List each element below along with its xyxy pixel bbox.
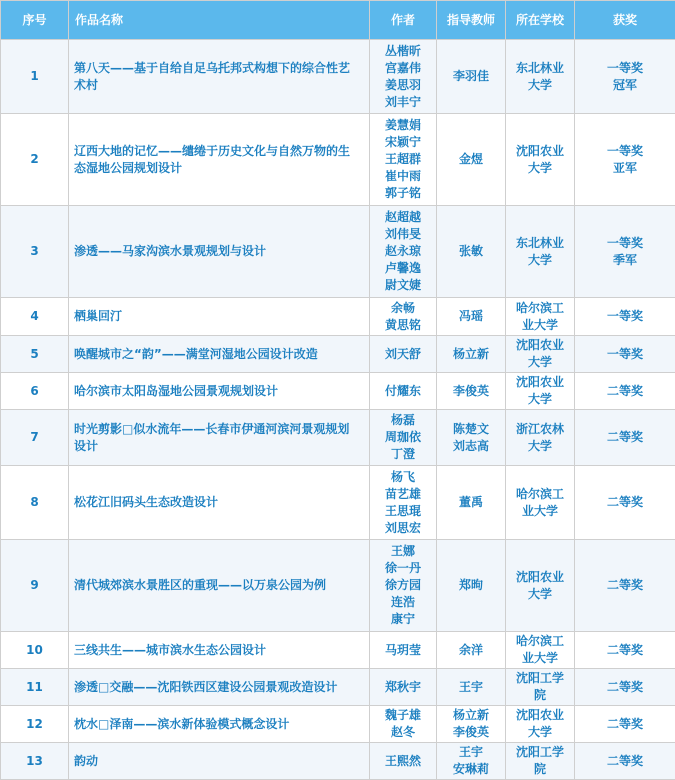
table-row	[1, 410, 675, 466]
table-row	[1, 114, 675, 206]
award-cell	[575, 669, 675, 706]
advisor-name: 杨立新	[441, 707, 501, 724]
work-title: 韵动	[69, 743, 370, 780]
table-row	[1, 373, 675, 410]
work-title: 渗透□交融——沈阳铁西区建设公园景观改造设计	[69, 669, 370, 706]
award-cell	[575, 540, 675, 632]
header-no: 序号	[1, 1, 69, 40]
school-cell	[506, 40, 575, 114]
school-cell	[506, 336, 575, 373]
award-line: 冠军	[579, 77, 671, 94]
award-line: 二等奖	[579, 716, 671, 733]
table-row	[1, 336, 675, 373]
table-row	[1, 40, 675, 114]
row-number: 7	[1, 410, 69, 466]
award-line: 二等奖	[579, 383, 671, 400]
author-name: 余畅	[374, 300, 432, 317]
authors-cell	[370, 114, 437, 206]
award-line: 一等奖	[579, 346, 671, 363]
advisor-name: 李俊英	[441, 724, 501, 741]
award-line: 一等奖	[579, 235, 671, 252]
header-author: 作者	[370, 1, 437, 40]
award-cell	[575, 298, 675, 336]
award-cell	[575, 40, 675, 114]
row-number: 6	[1, 373, 69, 410]
advisors-cell	[437, 298, 506, 336]
school-line: 沈阳农业	[510, 707, 570, 724]
award-line: 一等奖	[579, 60, 671, 77]
authors-cell	[370, 298, 437, 336]
advisors-cell	[437, 743, 506, 780]
advisor-name: 安琳莉	[441, 761, 501, 778]
award-line: 二等奖	[579, 577, 671, 594]
author-name: 康宁	[374, 611, 432, 628]
row-number: 9	[1, 540, 69, 632]
author-name: 周珈依	[374, 429, 432, 446]
award-line: 二等奖	[579, 642, 671, 659]
award-cell	[575, 706, 675, 743]
award-line: 亚军	[579, 160, 671, 177]
row-number: 3	[1, 206, 69, 298]
author-name: 赵永琼	[374, 243, 432, 260]
work-title: 渗透——马家沟滨水景观规划与设计	[69, 206, 370, 298]
school-cell	[506, 410, 575, 466]
advisors-cell	[437, 336, 506, 373]
work-title: 第八天——基于自给自足乌托邦式构想下的综合性艺术村	[69, 40, 370, 114]
author-name: 王娜	[374, 543, 432, 560]
table-row	[1, 540, 675, 632]
school-cell	[506, 669, 575, 706]
school-line: 大学	[510, 354, 570, 371]
row-number: 2	[1, 114, 69, 206]
advisor-name: 李羽佳	[441, 68, 501, 85]
authors-cell	[370, 669, 437, 706]
school-line: 大学	[510, 391, 570, 408]
school-cell	[506, 540, 575, 632]
advisor-name: 李俊英	[441, 383, 501, 400]
school-line: 沈阳农业	[510, 569, 570, 586]
award-cell	[575, 466, 675, 540]
authors-cell	[370, 336, 437, 373]
author-name: 王熙然	[374, 753, 432, 770]
school-line: 大学	[510, 724, 570, 741]
author-name: 赵冬	[374, 724, 432, 741]
header-advisor: 指导教师	[437, 1, 506, 40]
school-line: 哈尔滨工	[510, 633, 570, 650]
school-cell	[506, 114, 575, 206]
authors-cell	[370, 632, 437, 669]
school-cell	[506, 743, 575, 780]
school-line: 东北林业	[510, 60, 570, 77]
award-cell	[575, 410, 675, 466]
school-cell	[506, 373, 575, 410]
author-name: 宫嘉伟	[374, 60, 432, 77]
school-line: 哈尔滨工	[510, 300, 570, 317]
authors-cell	[370, 706, 437, 743]
award-line: 一等奖	[579, 143, 671, 160]
work-title: 清代城郊滨水景胜区的重现——以万泉公园为例	[69, 540, 370, 632]
award-line: 二等奖	[579, 429, 671, 446]
advisors-cell	[437, 410, 506, 466]
table-row	[1, 632, 675, 669]
advisors-cell	[437, 466, 506, 540]
advisor-name: 金煜	[441, 151, 501, 168]
author-name: 苗艺雄	[374, 486, 432, 503]
advisors-cell	[437, 632, 506, 669]
school-line: 东北林业	[510, 235, 570, 252]
author-name: 杨飞	[374, 469, 432, 486]
row-number: 11	[1, 669, 69, 706]
award-cell	[575, 632, 675, 669]
author-name: 徐一丹	[374, 560, 432, 577]
author-name: 刘思宏	[374, 520, 432, 537]
authors-cell	[370, 466, 437, 540]
award-cell	[575, 336, 675, 373]
authors-cell	[370, 743, 437, 780]
author-name: 郭子铭	[374, 185, 432, 202]
school-line: 大学	[510, 252, 570, 269]
advisors-cell	[437, 669, 506, 706]
table-row	[1, 669, 675, 706]
author-name: 刘天舒	[374, 346, 432, 363]
table-row	[1, 743, 675, 780]
advisor-name: 刘志高	[441, 438, 501, 455]
row-number: 10	[1, 632, 69, 669]
author-name: 刘伟旻	[374, 226, 432, 243]
school-line: 大学	[510, 160, 570, 177]
author-name: 连浩	[374, 594, 432, 611]
school-line: 业大学	[510, 317, 570, 334]
author-name: 马玥莹	[374, 642, 432, 659]
advisor-name: 陈楚文	[441, 421, 501, 438]
school-line: 沈阳农业	[510, 337, 570, 354]
school-line: 哈尔滨工	[510, 486, 570, 503]
authors-cell	[370, 410, 437, 466]
advisors-cell	[437, 540, 506, 632]
author-name: 徐方园	[374, 577, 432, 594]
author-name: 付耀东	[374, 383, 432, 400]
author-name: 崔中雨	[374, 168, 432, 185]
advisor-name: 冯瑶	[441, 308, 501, 325]
school-line: 沈阳农业	[510, 374, 570, 391]
school-cell	[506, 298, 575, 336]
table-row	[1, 206, 675, 298]
advisor-name: 张敏	[441, 243, 501, 260]
work-title: 辽西大地的记忆——缱绻于历史文化与自然万物的生态湿地公园规划设计	[69, 114, 370, 206]
school-cell	[506, 206, 575, 298]
work-title: 三线共生——城市滨水生态公园设计	[69, 632, 370, 669]
row-number: 4	[1, 298, 69, 336]
author-name: 杨磊	[374, 412, 432, 429]
work-title: 哈尔滨市太阳岛湿地公园景观规划设计	[69, 373, 370, 410]
school-line: 浙江农林	[510, 421, 570, 438]
award-cell	[575, 206, 675, 298]
row-number: 5	[1, 336, 69, 373]
school-line: 业大学	[510, 503, 570, 520]
author-name: 赵超越	[374, 209, 432, 226]
school-line: 院	[510, 761, 570, 778]
advisor-name: 董禹	[441, 494, 501, 511]
award-line: 一等奖	[579, 308, 671, 325]
row-number: 8	[1, 466, 69, 540]
header-award: 获奖	[575, 1, 675, 40]
award-line: 二等奖	[579, 679, 671, 696]
advisors-cell	[437, 40, 506, 114]
school-line: 沈阳工学	[510, 744, 570, 761]
advisor-name: 杨立新	[441, 346, 501, 363]
authors-cell	[370, 540, 437, 632]
row-number: 12	[1, 706, 69, 743]
award-cell	[575, 114, 675, 206]
authors-cell	[370, 206, 437, 298]
award-cell	[575, 373, 675, 410]
advisors-cell	[437, 706, 506, 743]
school-line: 沈阳工学	[510, 670, 570, 687]
school-cell	[506, 466, 575, 540]
school-line: 院	[510, 687, 570, 704]
table-row	[1, 466, 675, 540]
school-line: 业大学	[510, 650, 570, 667]
header-title: 作品名称	[69, 1, 370, 40]
header-school: 所在学校	[506, 1, 575, 40]
row-number: 13	[1, 743, 69, 780]
work-title: 栖巢回汀	[69, 298, 370, 336]
award-line: 季军	[579, 252, 671, 269]
author-name: 丁澄	[374, 446, 432, 463]
work-title: 松花江旧码头生态改造设计	[69, 466, 370, 540]
author-name: 魏子雄	[374, 707, 432, 724]
author-name: 郑秋宇	[374, 679, 432, 696]
author-name: 尉文婕	[374, 277, 432, 294]
advisors-cell	[437, 114, 506, 206]
school-line: 大学	[510, 586, 570, 603]
table-row	[1, 298, 675, 336]
award-line: 二等奖	[579, 753, 671, 770]
award-cell	[575, 743, 675, 780]
advisor-name: 王宇	[441, 679, 501, 696]
school-line: 大学	[510, 77, 570, 94]
award-line: 二等奖	[579, 494, 671, 511]
advisors-cell	[437, 206, 506, 298]
work-title: 唤醒城市之“韵”——满堂河湿地公园设计改造	[69, 336, 370, 373]
school-line: 沈阳农业	[510, 143, 570, 160]
author-name: 王思琨	[374, 503, 432, 520]
author-name: 王超群	[374, 151, 432, 168]
work-title: 时光剪影□似水流年——长春市伊通河滨河景观规划设计	[69, 410, 370, 466]
authors-cell	[370, 40, 437, 114]
advisor-name: 余洋	[441, 642, 501, 659]
table-row	[1, 706, 675, 743]
school-cell	[506, 632, 575, 669]
author-name: 黄思铭	[374, 317, 432, 334]
author-name: 卢馨逸	[374, 260, 432, 277]
author-name: 宋颖宁	[374, 134, 432, 151]
row-number: 1	[1, 40, 69, 114]
author-name: 刘丰宁	[374, 94, 432, 111]
school-line: 大学	[510, 438, 570, 455]
author-name: 丛楷昕	[374, 43, 432, 60]
advisor-name: 郑昫	[441, 577, 501, 594]
advisors-cell	[437, 373, 506, 410]
author-name: 姜慧娟	[374, 117, 432, 134]
author-name: 姜思羽	[374, 77, 432, 94]
advisor-name: 王宇	[441, 744, 501, 761]
authors-cell	[370, 373, 437, 410]
table-header-row	[1, 1, 675, 40]
school-cell	[506, 706, 575, 743]
work-title: 枕水□泽南——滨水新体验模式概念设计	[69, 706, 370, 743]
table-body	[1, 40, 675, 780]
